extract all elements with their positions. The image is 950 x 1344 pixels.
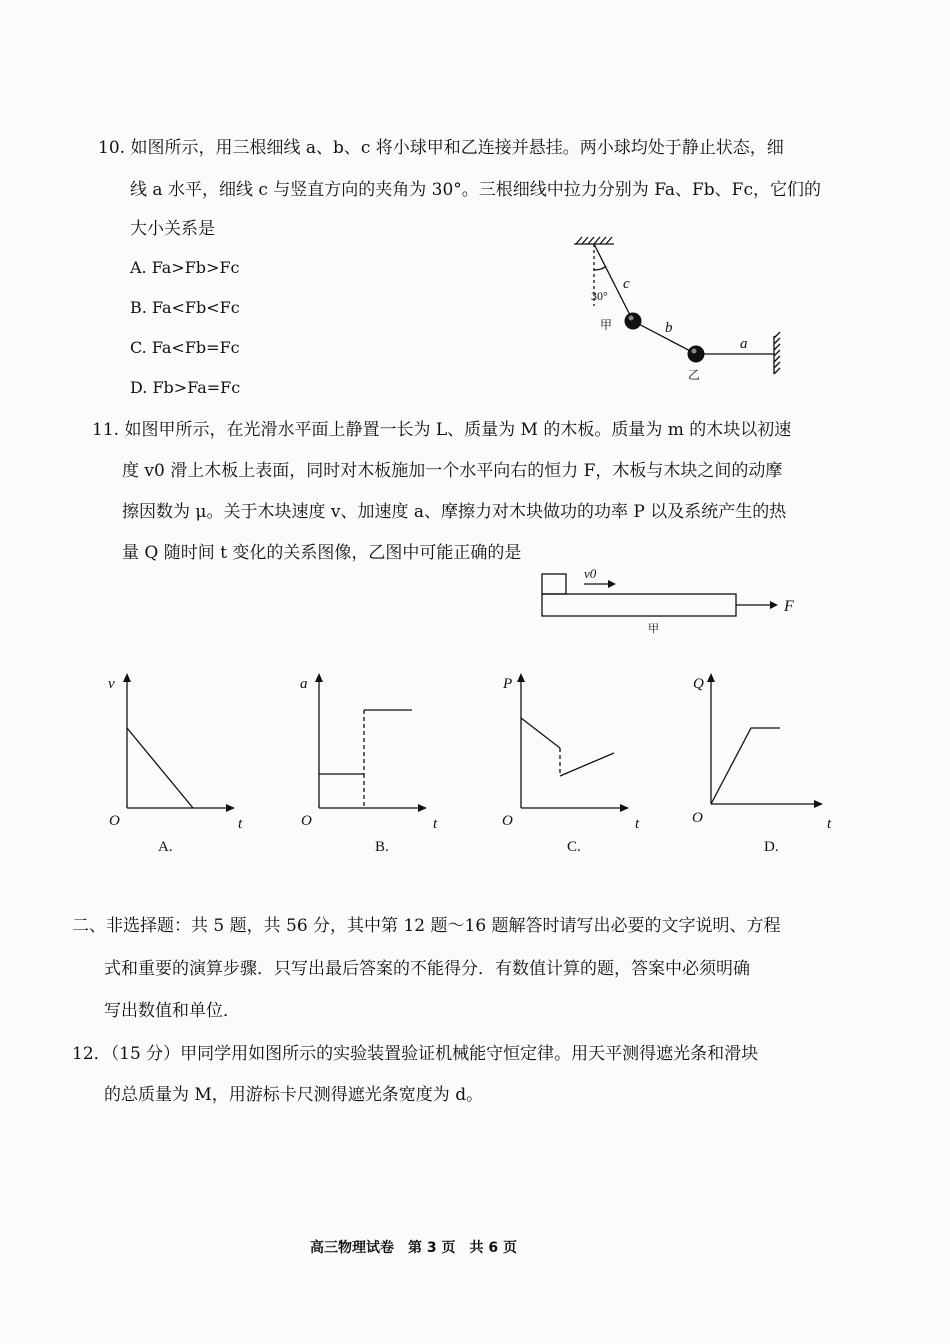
q11-line-4: 量 Q 随时间 t 变化的关系图像，乙图中可能正确的是 [122, 543, 522, 563]
q10-option-b: B. Fa<Fb<Fc [130, 298, 240, 317]
ball-jia [625, 313, 642, 330]
label-jia: 甲 [600, 318, 613, 332]
page-footer: 高三物理试卷 第 3 页 共 6 页 [310, 1240, 517, 1256]
q12-line-1: 12．（15 分）甲同学用如图所示的实验装置验证机械能守恒定律。用天平测得遮光条和滑块 [72, 1044, 759, 1064]
graph-option-label: A. [158, 839, 173, 855]
ball-yi [688, 346, 705, 363]
graph-b [292, 670, 452, 860]
graph-d [686, 670, 846, 860]
q11-line-3: 擦因数为 μ。关于木块速度 v、加速度 a、摩擦力对木块做功的功率 P 以及系统产生的热 [122, 502, 787, 522]
graph-option-label: C. [567, 839, 581, 855]
curve-q [711, 728, 780, 804]
curve-v [127, 728, 193, 808]
figure-caption-jia: 甲 [648, 623, 659, 635]
curve-p-stage-1 [521, 718, 560, 748]
q11-line-2: 度 v0 滑上木板上表面，同时对木板施加一个水平向右的恒力 F，木板与木块之间的动摩 [122, 461, 783, 481]
q12-line-2: 的总质量为 M，用游标卡尺测得遮光条宽度为 d。 [104, 1085, 484, 1105]
graph-c [494, 670, 654, 860]
angle-arc [594, 266, 606, 270]
label-c: c [623, 276, 630, 292]
q10-option-a: A. Fa>Fb>Fc [130, 258, 240, 277]
origin-label: O [692, 810, 703, 826]
y-axis-label: v [108, 676, 115, 692]
section2-line-2: 式和重要的演算步骤．只写出最后答案的不能得分．有数值计算的题，答案中必须明确 [104, 959, 750, 979]
q10-line-2: 线 a 水平，细线 c 与竖直方向的夹角为 30°。三根细线中拉力分别为 Fa、Fb、Fc，它们的 [130, 180, 821, 200]
label-a: a [740, 336, 748, 352]
x-axis-label: t [635, 816, 640, 832]
q10-line-1: 10. 如图所示，用三根细线 a、b、c 将小球甲和乙连接并悬挂。两小球均处于静止状态，细 [98, 138, 784, 158]
graph-a [100, 670, 260, 860]
q10-number: 10. [98, 138, 126, 158]
q11-number: 11. [92, 420, 120, 440]
origin-label: O [502, 813, 513, 829]
y-axis-label: P [503, 676, 513, 692]
section2-line-3: 写出数值和单位． [104, 1001, 240, 1021]
section2-line-1: 二、非选择题：共 5 题，共 56 分，其中第 12 题～16 题解答时请写出必要的文字说明、方程 [72, 916, 781, 936]
q11-figure-board [530, 560, 810, 640]
force-label: F [784, 598, 794, 615]
wooden-board [542, 594, 736, 616]
y-axis-label: a [300, 676, 308, 692]
wall-hatch [774, 332, 780, 374]
origin-label: O [109, 813, 120, 829]
v0-label: v0 [584, 566, 597, 581]
q10-line-3: 大小关系是 [130, 219, 215, 239]
y-axis-label: Q [693, 676, 704, 692]
label-b: b [665, 320, 673, 336]
graph-option-label: B. [375, 839, 389, 855]
angle-label: 30° [591, 289, 608, 303]
q10-option-d: D. Fb>Fa=Fc [130, 378, 241, 397]
ceiling-hatch [576, 237, 612, 244]
x-axis-label: t [238, 816, 243, 832]
curve-p-stage-2 [560, 753, 614, 776]
q10-figure [570, 236, 790, 386]
q11-line-1: 11. 如图甲所示，在光滑水平面上静置一长为 L、质量为 M 的木板。质量为 m 的木块以初速 [92, 420, 792, 440]
small-block [542, 574, 566, 594]
x-axis-label: t [827, 816, 832, 832]
graph-option-label: D. [764, 839, 779, 855]
origin-label: O [301, 813, 312, 829]
q10-option-c: C. Fa<Fb=Fc [130, 338, 240, 357]
x-axis-label: t [433, 816, 438, 832]
label-yi: 乙 [688, 368, 701, 382]
